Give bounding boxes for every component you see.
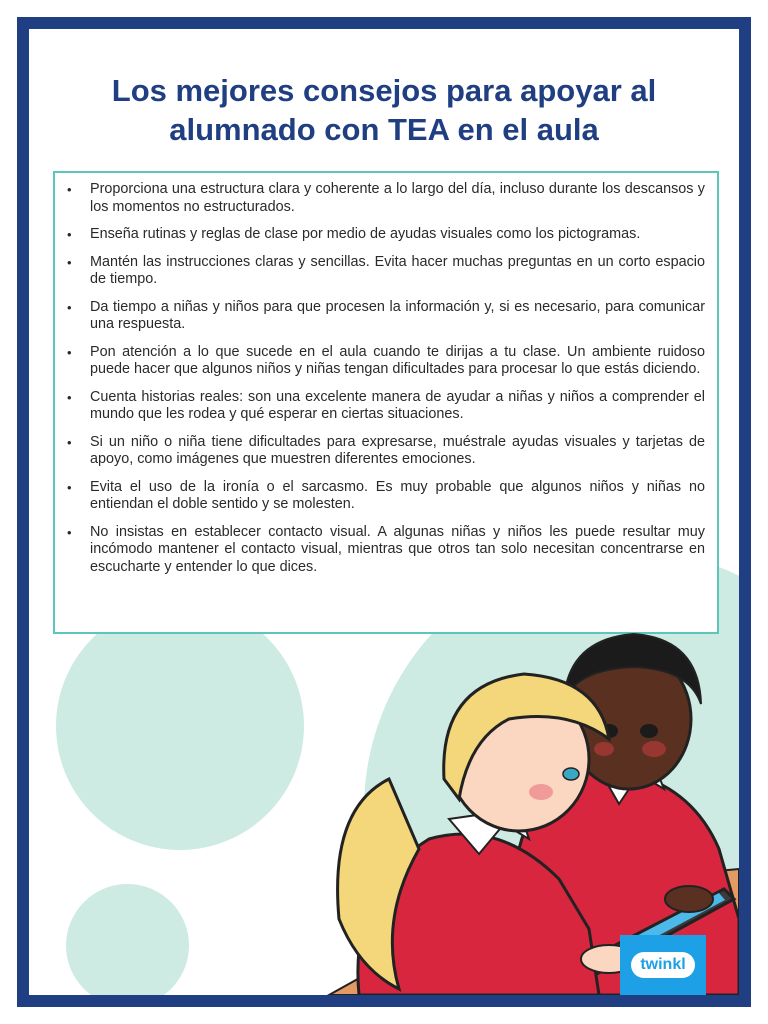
bullet-icon: • (67, 389, 72, 405)
poster-frame (17, 17, 751, 1007)
tip-text: Si un niño o niña tiene dificultades para expresarse, muéstrale ayudas visuales y tarjetas de apoyo, como imágenes que muestren diferentes emociones. (90, 433, 705, 467)
tip-text: No insistas en establecer contacto visual. A algunas niñas y niños les puede resultar muy incómodo mantener el contacto visual, mientras que otros tan solo necesitan concentrarse en escucharte y entender lo que dices. (90, 523, 705, 575)
tip-text: Pon atención a lo que sucede en el aula cuando te dirijas a tu clase. Un ambiente ruidoso puede hacer que algunos niños y niñas tengan dificultades para procesar lo que estás diciendo. (90, 343, 705, 377)
decorative-circle-bottom (66, 884, 189, 995)
tip-text: Mantén las instrucciones claras y sencillas. Evita hacer muchas preguntas en un corto espacio de tiempo. (90, 253, 705, 287)
tip-item (67, 254, 705, 289)
poster-title: Los mejores consejos para apoyar al alumnado con TEA en el aula (111, 73, 657, 147)
decorative-circle-left (56, 602, 304, 850)
bullet-icon: • (67, 182, 72, 197)
tip-item (67, 434, 705, 469)
tip-text: Proporciona una estructura clara y coherente a lo largo del día, incluso durante los descansos y los momentos no estructurados. (90, 181, 705, 215)
tip-item (67, 524, 705, 577)
logo-text: twinkl (631, 952, 694, 978)
tip-text: Enseña rutinas y reglas de clase por medio de ayudas visuales como los pictogramas. (90, 226, 641, 242)
bullet-icon: • (67, 254, 72, 270)
twinkl-logo (620, 935, 706, 995)
bullet-icon: • (67, 524, 72, 540)
tips-box (53, 171, 719, 634)
tip-item (67, 299, 705, 334)
tips-list (67, 181, 705, 576)
tip-item (67, 479, 705, 514)
bullet-icon: • (67, 479, 72, 495)
bullet-icon: • (67, 434, 72, 450)
tip-text: Evita el uso de la ironía o el sarcasmo. Es muy probable que algunos niños y niñas no entiendan el doble sentido y se molesten. (90, 478, 705, 512)
tip-item (67, 181, 705, 216)
tip-text: Da tiempo a niñas y niños para que procesen la información y, si es necesario, para comunicar una respuesta. (90, 298, 705, 332)
poster-canvas (29, 29, 739, 995)
tip-item (67, 344, 705, 379)
bullet-icon: • (67, 344, 72, 360)
bullet-icon: • (67, 227, 72, 242)
tip-item (67, 389, 705, 424)
tip-item (67, 226, 705, 244)
bullet-icon: • (67, 299, 72, 315)
tip-text: Cuenta historias reales: son una excelente manera de ayudar a niñas y niños a comprender el mundo que les rodea y qué esperar en ciertas situaciones. (90, 388, 705, 422)
